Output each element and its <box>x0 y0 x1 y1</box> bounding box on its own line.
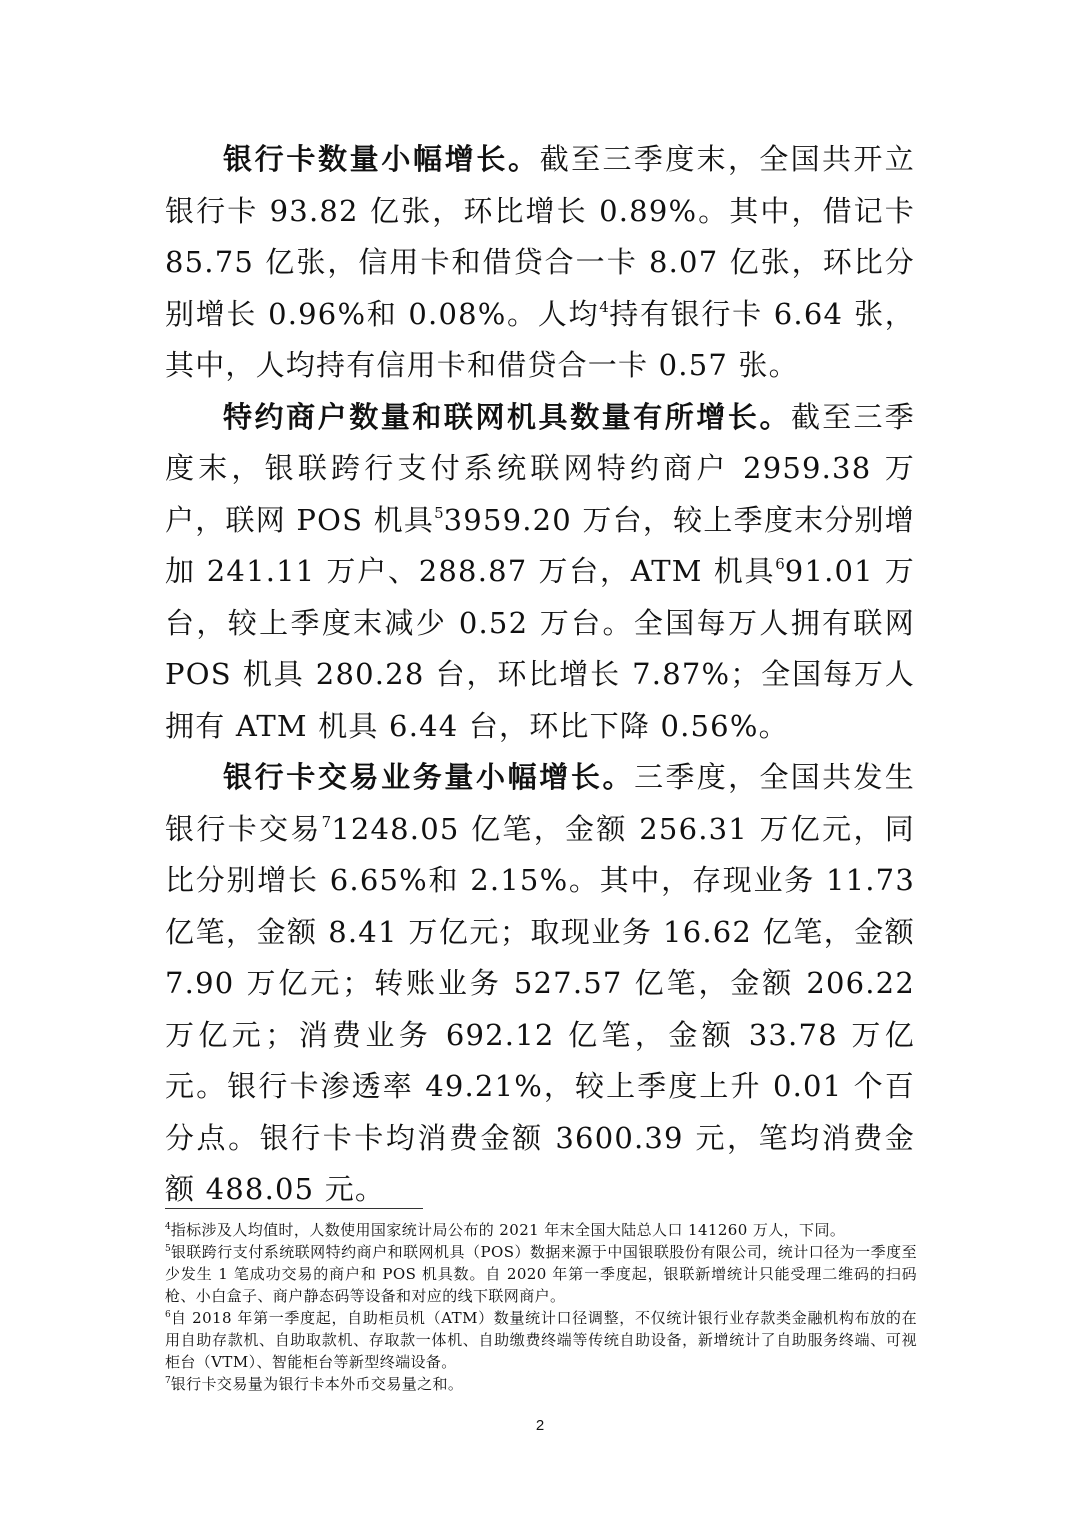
footnote <box>165 1307 917 1373</box>
paragraph-text: 3959.20 万台，较上季度末分别增加 241.11 万户、288.87 万台，ATM 机具 <box>165 502 915 588</box>
page-number: 2 <box>535 1417 545 1434</box>
footnote <box>165 1373 917 1395</box>
footnote-separator <box>165 1208 423 1209</box>
paragraph-bank-cards <box>165 134 915 392</box>
footnote-text: 银行卡交易量为银行卡本外币交易量之和。 <box>170 1375 464 1393</box>
footnote-mark: 5 <box>165 1244 171 1254</box>
footnote-ref[interactable]: 6 <box>775 555 785 573</box>
body-text <box>165 134 915 1216</box>
footnote-mark: 4 <box>165 1222 171 1232</box>
paragraph-text: 截至三季度末，银联跨行支付系统联网特约商户 2959.38 万户，联网 POS 机具 <box>165 399 915 537</box>
paragraph-text: 1248.05 亿笔，金额 256.31 万亿元，同比分别增长 6.65%和 2.15%。其中，存现业务 11.73 亿笔，金额 8.41 万亿元；取现业务 16.62 亿笔，金额 7.90 万亿元；转账业务 527.57 亿笔，金额 206.22 万亿元；消费业务 692.12 亿笔，金额 33.78 万亿元。银行卡渗透率 49.21%，较上季度上升 0.01 个百分点。银行卡卡均消费金额 3600.39 元，笔均消费金额 488.05 元。 <box>165 811 915 1206</box>
footnote-mark: 7 <box>165 1376 171 1386</box>
footnote-text: 银联跨行支付系统联网特约商户和联网机具（POS）数据来源于中国银联股份有限公司，统计口径为一季度至少发生 1 笔成功交易的商户和 POS 机具数。自 2020 年第一季度起，银联新增统计只能受理二维码的扫码枪、小白盒子、商户静态码等设备和对应的线下联网商户。 <box>165 1243 917 1305</box>
footnote-ref[interactable]: 5 <box>434 503 444 522</box>
paragraph-heading: 银行卡交易业务量小幅增长。 <box>223 760 635 794</box>
footnote-text: 指标涉及人均值时，人数使用国家统计局公布的 2021 年末全国大陆总人口 141260 万人，下同。 <box>170 1221 846 1239</box>
paragraph-card-transactions <box>165 752 915 1216</box>
footnote-ref[interactable]: 7 <box>321 812 332 831</box>
footnote-mark: 6 <box>165 1310 171 1320</box>
footnote <box>165 1219 917 1241</box>
footnote-ref[interactable]: 4 <box>599 297 609 316</box>
footnotes <box>165 1219 917 1395</box>
paragraph-heading: 银行卡数量小幅增长。 <box>223 142 540 176</box>
footnote-text: 自 2018 年第一季度起，自助柜员机（ATM）数量统计口径调整，不仅统计银行业存款类金融机构布放的在用自助存款机、自助取款机、存取款一体机、自助缴费终端等传统自助设备，新增统计了自助服务终端、可视柜台（VTM）、智能柜台等新型终端设备。 <box>165 1309 917 1371</box>
paragraph-text: 三季度，全国共发生银行卡交易 <box>165 760 915 846</box>
paragraph-merchants-terminals <box>165 392 915 753</box>
paragraph-text: 91.01 万台，较上季度末减少 0.52 万台。全国每万人拥有联网 POS 机具 280.28 台，环比增长 7.87%；全国每万人拥有 ATM 机具 6.44 台，环比下降 0.56%。 <box>165 554 916 743</box>
paragraph-text: 截至三季度末，全国共开立银行卡 93.82 亿张，环比增长 0.89%。其中，借记卡 85.75 亿张，信用卡和借贷合一卡 8.07 亿张，环比分别增长 0.96%和 0.08%。人均 <box>165 142 915 331</box>
paragraph-heading: 特约商户数量和联网机具数量有所增长。 <box>223 399 792 434</box>
footnote <box>165 1241 917 1307</box>
paragraph-text: 持有银行卡 6.64 张，其中，人均持有信用卡和借贷合一卡 0.57 张。 <box>165 296 915 382</box>
